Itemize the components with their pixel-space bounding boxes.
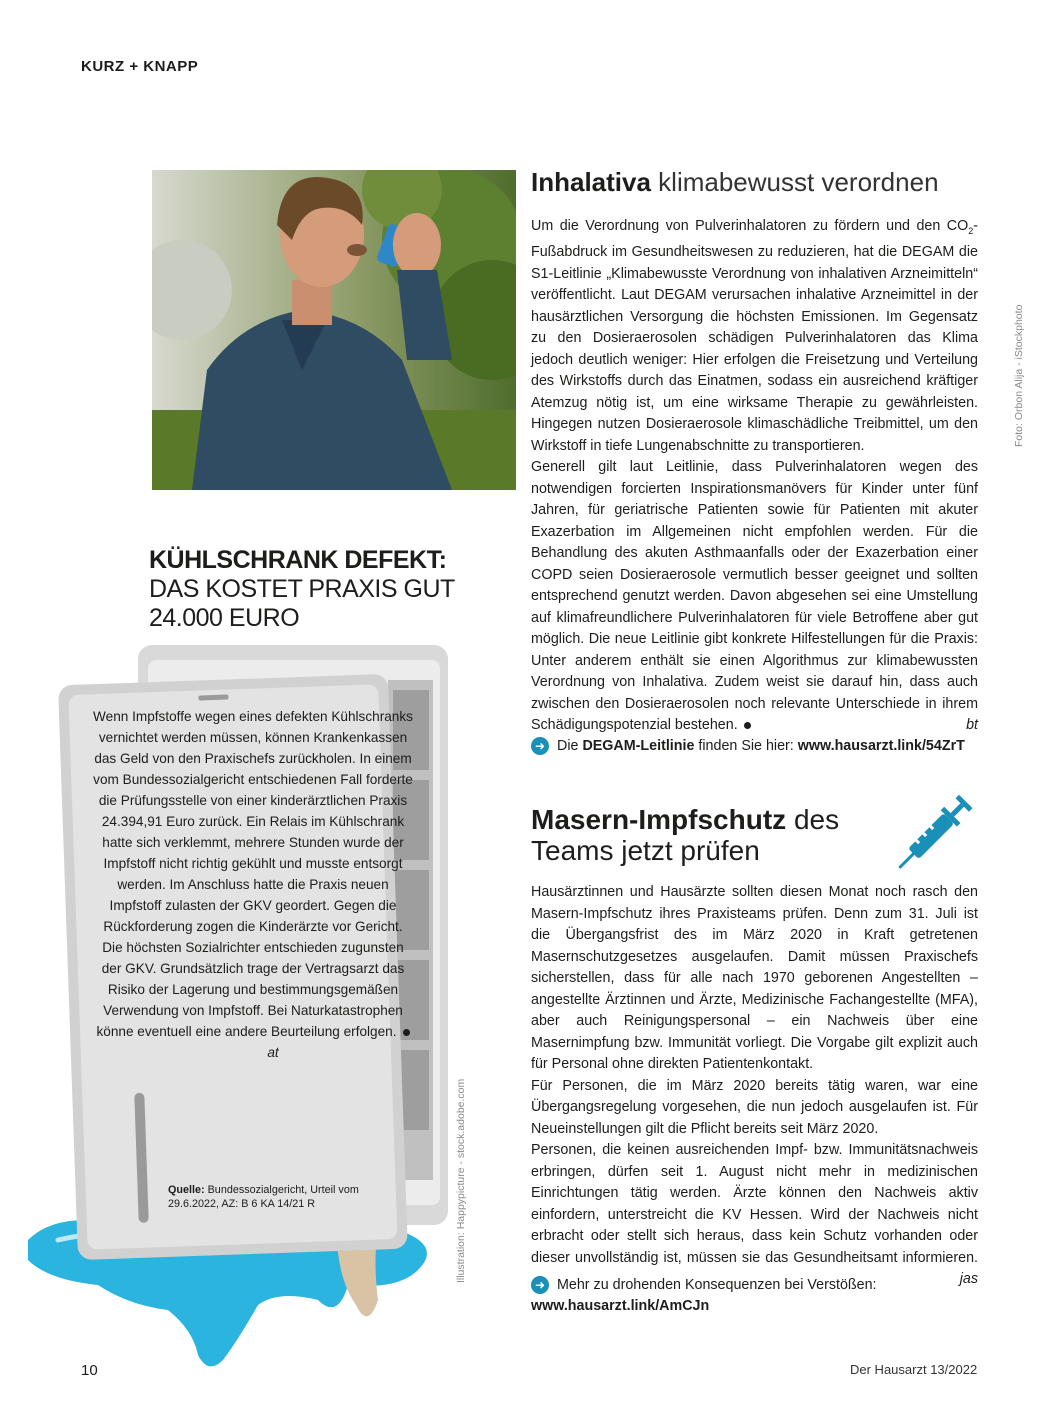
article2-paragraph-2: Für Personen, die im März 2020 bereits tätig waren, war eine Übergangsregelung vorgesehen, die nun jedoch ausgelaufen ist. Für Neueinstellungen gilt die Pflicht bereits seit März 2020.	[531, 1077, 978, 1137]
section-label: KURZ + KNAPP	[81, 58, 199, 75]
article2-title-bold: Masern-Impfschutz	[531, 804, 787, 835]
illustration-credit: Illustration: Happypicture - stock.adobe.com	[455, 1078, 467, 1283]
article1-paragraph-1: Um die Verordnung von Pulverinhalatoren zu fördern und den $CO_2$-Fußabdruck im Gesundheitswesen zu reduzieren, hat die DEGAM die S1-Leitlinie „Klimabewusste Verordnung von inhalativen Arzneimitteln“ veröffentlicht. Laut DEGAM verursachen inhalative Arzneimittel in der hausärztlichen Versorgung die höchsten Emissionen. Im Gegensatz zu den Dosieraerosolen schädigen Pulverinhalatoren das Klima jedoch deutlich weniger: Hier erfolgen die Freisetzung und Verteilung des Wirkstoffs durch das Einatmen, sodass ein ausreichend kräftiger Atemzug nötig ist, um eine wirksame Therapie zu gewährleisten. Hingegen nutzen Dosieraerosole klimaschädliche Treibmittel, um den Wirkstoff in tiefe Lungenabschnitte zu transportieren.	[531, 218, 978, 454]
article3-paragraph-1: Wenn Impfstoffe wegen eines defekten Kühlschranks vernichtet werden müssen, können Krankenkassen das Geld von den Praxischefs zurückholen. In einem vom Bundessozialgericht entschiedenen Fall forderte die Prüfungsstelle von einer kinderärztlichen Praxis 24.394,91 Euro zurück. Ein Relais im Kühlschrank hatte sich verklemmt, mehrere Stunden wurde der Impfstoff nicht richtig gekühlt und musste entsorgt werden. Im Anschluss hatte die Praxis neuen Impfstoff zulasten der GKV geordert. Gegen die Rückforderung zogen die Kinderärzte vor Gericht.	[93, 709, 413, 934]
article1-title	[531, 167, 939, 198]
article1-body	[531, 216, 978, 737]
arrow-right-icon: ➜	[531, 1276, 549, 1294]
article1-paragraph-2: Generell gilt laut Leitlinie, dass Pulverinhalatoren wegen des notwendigen forcierten Inspirationsmanövers für Kinder unter fünf Jahren, für geriatrische Patienten sowie für Patienten mit akuter Exazerbation im Allgemeinen nicht empfohlen werden. Für die Behandlung des akuten Asthmaanfalls oder der Exazerbation einer COPD seien Dosieraerosole vermutlich besser geeignet und sollten entsprechend genutzt werden. Davon abgesehen sei eine Umstellung auf klimafreundlichere Pulverinhalatoren für viele Betroffene aber gut möglich. Die neue Leitlinie gibt konkrete Hilfestellungen für die Praxis: Unter anderem enthält sie einen Algorithmus zur klimabewussten Verordnung von Inhalativa. Zudem weist sie darauf hin, dass auch zwischen den Dosieraerosolen noch relevante Unterschiede in ihrem Schädigungspotenzial bestehen. bt	[531, 457, 978, 737]
article1-initials: bt	[966, 717, 978, 734]
photo-credit: Foto: Orbon Alija - iStockphoto	[1013, 304, 1025, 447]
magazine-issue: Der Hausarzt 13/2022	[850, 1362, 978, 1377]
article3-paragraph-2: Die höchsten Sozialrichter entschieden zugunsten der GKV. Grundsätzlich trage der Vertragsarzt das Risiko der Lagerung und bestimmungsgemäßen Verwendung von Impfstoff. Bei Naturkatastrophen könne eventuell eine andere Beurteilung erfolgen.at	[92, 937, 414, 1063]
article3-source: Quelle: Bundessozialgericht, Urteil vom 29.6.2022, AZ: B 6 KA 14/21 R	[168, 1184, 359, 1210]
article2-paragraph-1: Hausärztinnen und Hausärzte sollten diesen Monat noch rasch den Masern-Impfschutz ihres Praxisteams prüfen. Denn zum 31. Juli ist die Übergangsfrist des im März 2020 in Kraft getretenen Masernschutzgesetzes ausgelaufen. Damit müssen Praxischefs sicherstellen, dass für alle nach 1970 geborenen Angestellten – angestellte Ärztinnen und Ärzte, Medizinische Fachangestellte (MFA), aber auch Reinigungspersonal – ein Nachweis über eine Masernimpfung bzw. Immunität vorliegt. Die Vorgabe gilt explizit auch für Personal ohne direkten Patientenkontakt.	[531, 884, 978, 1072]
article1-link-url[interactable]: www.hausarzt.link/54ZrT	[797, 737, 965, 754]
end-mark	[744, 722, 751, 729]
arrow-right-icon: ➜	[531, 737, 549, 755]
article3-initials: at	[267, 1045, 279, 1060]
article2-initials: jas	[959, 1271, 978, 1287]
article2-title-line2: Teams jetzt prüfen	[531, 835, 760, 866]
article2-title: Masern-Impfschutz des Teams jetzt prüfen	[531, 804, 840, 866]
article1-title-bold: Inhalativa	[531, 167, 651, 197]
article3-title	[149, 546, 455, 633]
article2-link-line: ➜ Mehr zu drohenden Konsequenzen bei Verstößen: www.hausarzt.link/AmCJn	[531, 1276, 877, 1314]
end-mark	[403, 1029, 410, 1036]
article2-paragraph-3: Personen, die keinen ausreichenden Impf- bzw. Immunitätsnachweis erbringen, dürfen seit 1. August nicht mehr in medizinischen Einrichtungen tätig werden. Ärzte können den Nachweis aktiv einfordern, unterstreicht die KV Hessen. Wird der Nachweis nicht erbracht oder stellt sich heraus, dass kein Schutz vorhanden oder dieser unvollständig ist, müssen sie das Gesundheitsamt informieren. jas	[531, 1140, 978, 1291]
article2-body	[531, 882, 978, 1291]
inhaler-photo	[152, 170, 516, 490]
article3-title-bold: KÜHLSCHRANK DEFEKT:	[149, 546, 447, 574]
article1-title-light: klimabewusst verordnen	[658, 167, 939, 197]
page-number: 10	[81, 1362, 98, 1379]
article3-title-line2: 24.000 EURO	[149, 604, 300, 632]
article1-link-line: ➜ Die DEGAM-Leitlinie finden Sie hier: www.hausarzt.link/54ZrT	[531, 737, 965, 755]
article3-title-line1: DAS KOSTET PRAXIS GUT	[149, 575, 455, 603]
article2-link-url[interactable]: www.hausarzt.link/AmCJn	[531, 1298, 710, 1314]
syringe-icon	[880, 785, 990, 895]
article3-body	[92, 706, 414, 1063]
